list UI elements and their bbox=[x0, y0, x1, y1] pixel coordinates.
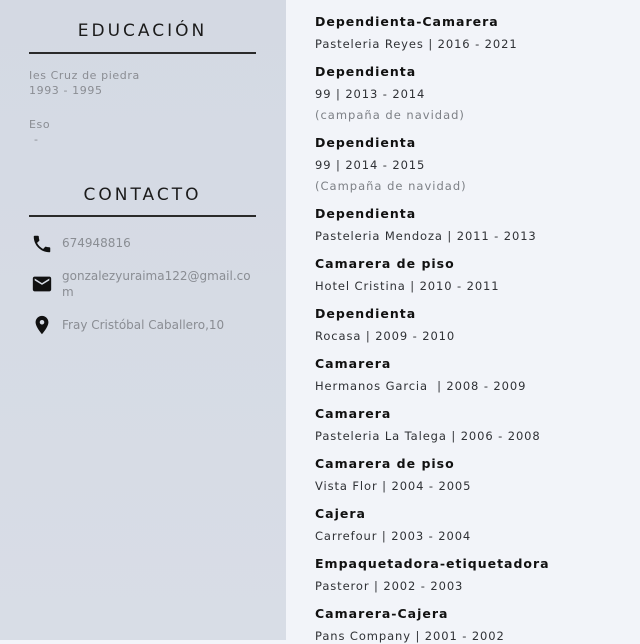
job-detail: Pasteror | 2002 - 2003 bbox=[315, 579, 464, 593]
job-entry bbox=[315, 606, 635, 644]
job-detail: Hermanos Garcia | 2008 - 2009 bbox=[315, 379, 527, 393]
job-detail: 99 | 2014 - 2015 bbox=[315, 158, 426, 172]
contact-phone[interactable]: 674948816 bbox=[62, 236, 131, 250]
education-level-years: - bbox=[34, 133, 39, 146]
job-title: Cajera bbox=[315, 506, 366, 521]
contact-heading: CONTACTO bbox=[83, 185, 202, 205]
education-years: 1993 - 1995 bbox=[29, 84, 103, 97]
job-entry bbox=[315, 356, 635, 394]
job-detail: Hotel Cristina | 2010 - 2011 bbox=[315, 279, 500, 293]
job-note: (Campaña de navidad) bbox=[315, 179, 467, 193]
job-detail: Carrefour | 2003 - 2004 bbox=[315, 529, 472, 543]
job-title: Dependienta bbox=[315, 306, 417, 321]
job-entry bbox=[315, 206, 635, 244]
job-detail: Pasteleria La Talega | 2006 - 2008 bbox=[315, 429, 541, 443]
job-entry bbox=[315, 456, 635, 494]
job-detail: 99 | 2013 - 2014 bbox=[315, 87, 426, 101]
contact-address: Fray Cristóbal Caballero,10 bbox=[62, 318, 225, 332]
job-detail: Pans Company | 2001 - 2002 bbox=[315, 629, 505, 643]
job-detail: Pasteleria Mendoza | 2011 - 2013 bbox=[315, 229, 537, 243]
job-title: Empaquetadora-etiquetadora bbox=[315, 556, 550, 571]
job-entry bbox=[315, 256, 635, 294]
job-entry bbox=[315, 14, 635, 52]
education-level: Eso bbox=[29, 118, 51, 131]
education-heading: EDUCACIÓN bbox=[77, 21, 208, 41]
job-title: Dependienta-Camarera bbox=[315, 14, 499, 29]
phone-icon bbox=[31, 233, 53, 255]
contact-divider bbox=[29, 215, 256, 217]
job-title: Camarera bbox=[315, 406, 392, 421]
education-divider bbox=[29, 52, 256, 54]
job-title: Camarera-Cajera bbox=[315, 606, 449, 621]
job-title: Camarera de piso bbox=[315, 456, 455, 471]
job-entry bbox=[315, 64, 635, 123]
job-entry bbox=[315, 306, 635, 344]
education-school: Ies Cruz de piedra bbox=[29, 69, 140, 82]
job-detail: Rocasa | 2009 - 2010 bbox=[315, 329, 456, 343]
job-title: Camarera bbox=[315, 356, 392, 371]
job-title: Camarera de piso bbox=[315, 256, 455, 271]
job-title: Dependienta bbox=[315, 64, 417, 79]
job-entry bbox=[315, 406, 635, 444]
job-detail: Pasteleria Reyes | 2016 - 2021 bbox=[315, 37, 518, 51]
location-pin-icon bbox=[31, 314, 53, 336]
job-note: (campaña de navidad) bbox=[315, 108, 465, 122]
job-entry bbox=[315, 556, 635, 594]
job-title: Dependienta bbox=[315, 206, 417, 221]
job-title: Dependienta bbox=[315, 135, 417, 150]
job-entry bbox=[315, 506, 635, 544]
job-entry bbox=[315, 135, 635, 194]
mail-icon bbox=[31, 273, 53, 295]
job-detail: Vista Flor | 2004 - 2005 bbox=[315, 479, 472, 493]
contact-email[interactable]: gonzalezyuraima122@gmail.com bbox=[62, 269, 251, 299]
